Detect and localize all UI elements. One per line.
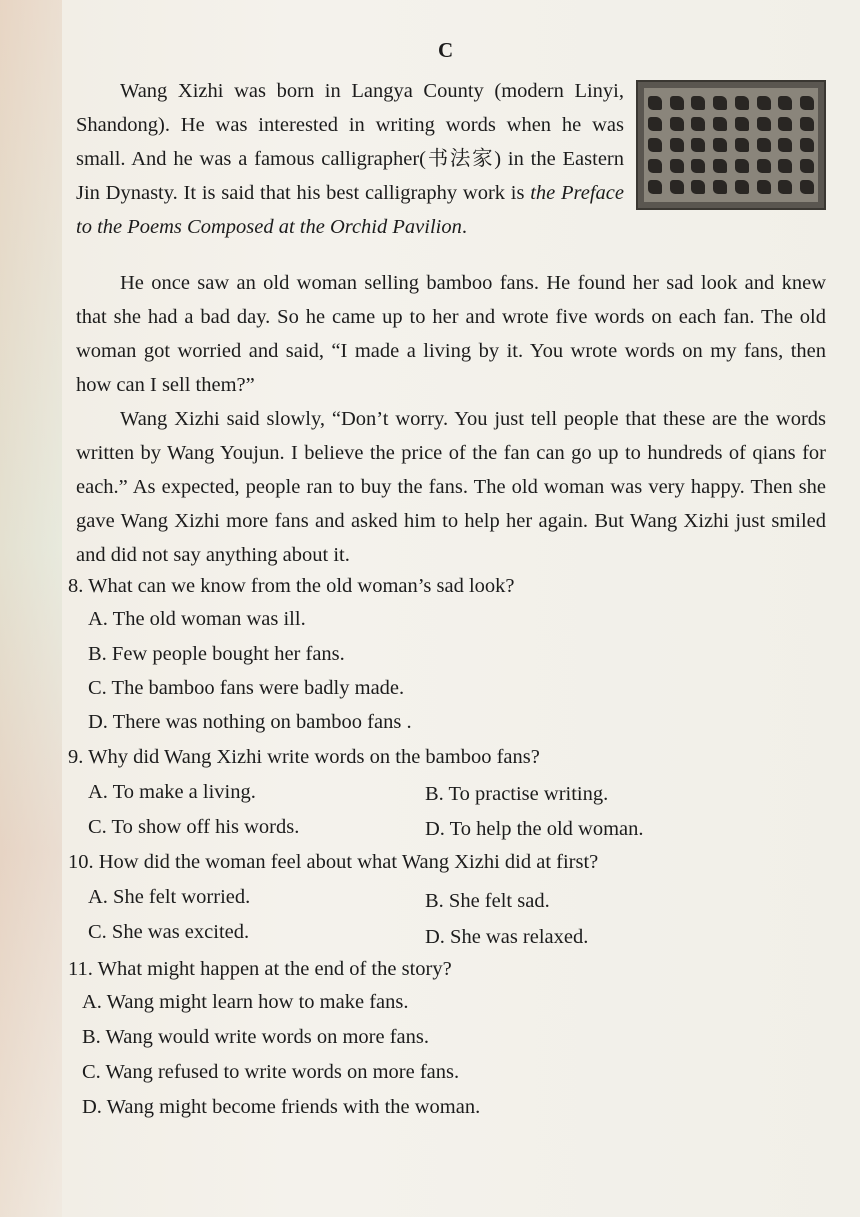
p3-text: Wang Xizhi said slowly, “Don’t worry. You just tell people that these are the words written by Wang Youjun. I believe the price of the fan can go up to hundreds of qians for each.” As expected, people ran to buy the fans. The old woman was very happy. Then she gave Wang Xizhi more fans and asked him to help her again. But Wang Xizhi just smiled and did not say anything about it. [76,408,826,566]
p1-work-title: the Preface to the Poems Composed at the Orchid Pavilion [76,182,624,238]
p1-text: Wang Xizhi was born in Langya County (modern Linyi, Shandong). He was interested in writing words when he was small. And he was a famous calligrapher(书法家) in the Eastern Jin Dynasty. It is said that his best calligraphy work is [76,80,624,204]
q8-option-b[interactable]: B. Few people bought her fans. [88,643,345,665]
q8-option-c[interactable]: C. The bamboo fans were badly made. [88,677,405,699]
question-11-stem: 11. What might happen at the end of the story? [68,958,452,980]
q8-option-d[interactable]: D. There was nothing on bamboo fans . [88,711,412,733]
passage-paragraph-3 [76,402,826,572]
p1-end: . [461,216,467,238]
q9-option-d[interactable]: D. To help the old woman. [425,818,644,840]
question-8-stem: 8. What can we know from the old woman’s sad look? [68,575,515,597]
calligraphy-image [636,80,826,210]
page-edge-shadow [0,0,62,1217]
q10-option-b[interactable]: B. She felt sad. [425,890,550,912]
p2-text: He once saw an old woman selling bamboo fans. He found her sad look and knew that she had a bad day. So he came up to her and wrote five words on each fan. The old woman got worried and said, “I made a living by it. You wrote words on my fans, then how can I sell them?” [76,272,826,396]
q10-option-d[interactable]: D. She was relaxed. [425,926,589,948]
section-letter: C [438,38,454,62]
question-9-stem: 9. Why did Wang Xizhi write words on the bamboo fans? [68,746,540,768]
q11-option-a[interactable]: A. Wang might learn how to make fans. [82,991,409,1013]
q11-option-b[interactable]: B. Wang would write words on more fans. [82,1026,429,1048]
question-10-stem: 10. How did the woman feel about what Wang Xizhi did at first? [68,851,599,873]
q8-option-a[interactable]: A. The old woman was ill. [88,608,306,630]
passage-paragraph-2 [76,266,826,402]
q10-option-a[interactable]: A. She felt worried. [88,886,251,908]
q9-option-a[interactable]: A. To make a living. [88,781,256,803]
q10-option-c[interactable]: C. She was excited. [88,921,250,943]
q9-option-c[interactable]: C. To show off his words. [88,816,300,838]
passage-paragraph-1 [76,74,624,244]
q11-option-c[interactable]: C. Wang refused to write words on more fans. [82,1061,460,1083]
q11-option-d[interactable]: D. Wang might become friends with the woman. [82,1096,481,1118]
q9-option-b[interactable]: B. To practise writing. [425,783,609,805]
